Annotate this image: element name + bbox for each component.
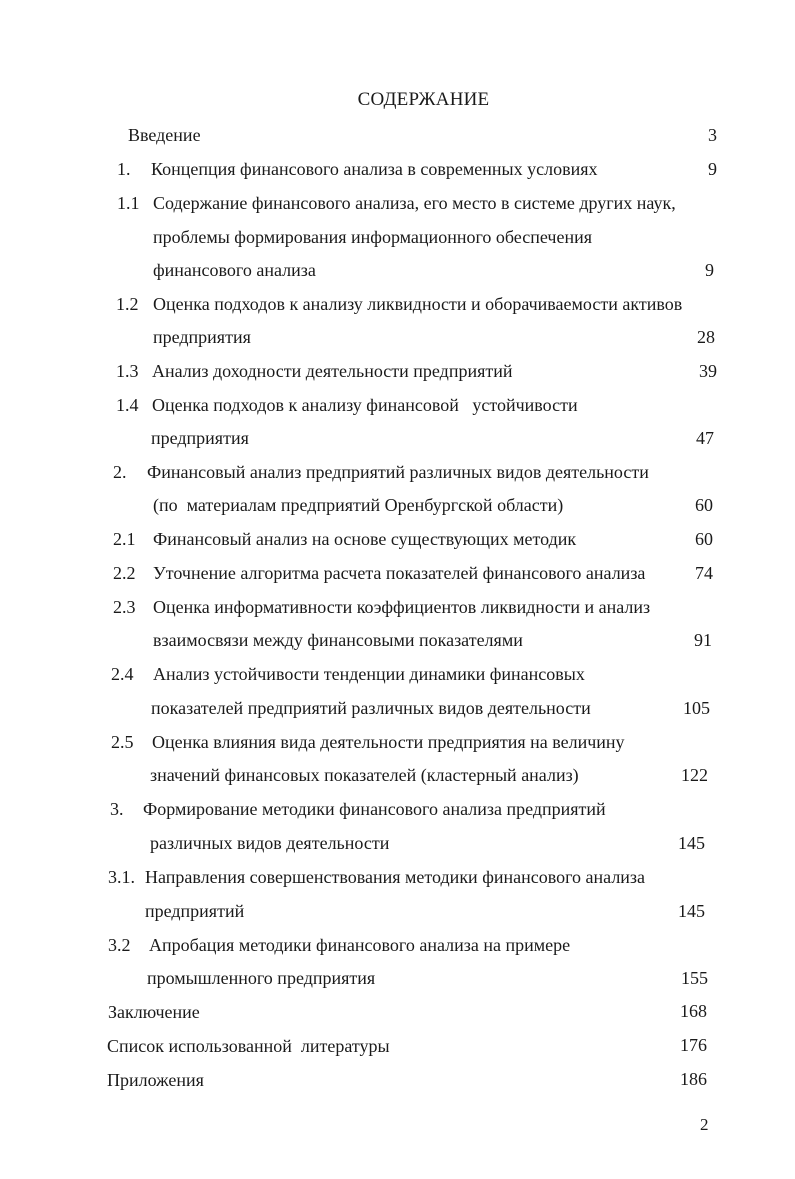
toc-s1-3-line1: Анализ доходности деятельности предприятий: [152, 361, 513, 381]
toc-s2-1-line1: Финансовый анализ на основе существующих методик: [153, 529, 577, 549]
toc-references-page: 176: [680, 1035, 707, 1055]
toc-s1-1-line2: проблемы формирования информационного обеспечения: [153, 227, 592, 247]
toc-intro-page: 3: [708, 125, 717, 145]
toc-s3-1-line1: Направления совершенствования методики финансового анализа: [145, 867, 646, 887]
toc-s2-5-line1: Оценка влияния вида деятельности предприятия на величину: [152, 732, 625, 752]
toc-appendix-label: Приложения: [107, 1070, 204, 1090]
toc-s1-4-line1: Оценка подходов к анализу финансовой устойчивости: [152, 395, 578, 415]
toc-s1-3-page: 39: [699, 361, 717, 381]
toc-ch2-number: 2.: [113, 462, 127, 482]
toc-s2-3-number: 2.3: [113, 597, 136, 617]
toc-s3-2-number: 3.2: [108, 935, 131, 955]
toc-ch1-number: 1.: [117, 159, 131, 179]
toc-s1-2-page: 28: [697, 327, 715, 347]
toc-s1-4-line2: предприятия: [151, 428, 249, 448]
toc-title: СОДЕРЖАНИЕ: [357, 89, 490, 110]
toc-s3-1-line2: предприятий: [145, 901, 245, 921]
toc-s2-5-line2: значений финансовых показателей (кластерный анализ): [150, 765, 579, 785]
toc-intro-label: Введение: [128, 125, 201, 145]
toc-ch2-line2: (по материалам предприятий Оренбургской области): [153, 495, 564, 515]
toc-s2-4-number: 2.4: [111, 664, 134, 684]
toc-appendix-page: 186: [680, 1069, 707, 1089]
toc-s2-3-line2: взаимосвязи между финансовыми показателями: [153, 630, 523, 650]
toc-s1-4-page: 47: [696, 428, 714, 448]
toc-s2-1-page: 60: [695, 529, 713, 549]
toc-s1-1-number: 1.1: [117, 193, 140, 213]
toc-s1-1-line1: Содержание финансового анализа, его место в системе других наук,: [153, 193, 676, 213]
toc-s2-2-page: 74: [695, 563, 713, 583]
toc-ch1-title: Концепция финансового анализа в современных условиях: [151, 159, 598, 179]
toc-s1-1-line3: финансового анализа: [153, 260, 316, 280]
toc-s2-2-line1: Уточнение алгоритма расчета показателей финансового анализа: [153, 563, 646, 583]
toc-s2-3-line1: Оценка информативности коэффициентов ликвидности и анализ: [153, 597, 651, 617]
toc-ch2-page: 60: [695, 495, 713, 515]
toc-s1-2-line2: предприятия: [153, 327, 251, 347]
toc-ch1-page: 9: [708, 159, 717, 179]
page-number: 2: [700, 1115, 709, 1134]
toc-ch3-page: 145: [678, 833, 705, 853]
toc-references-label: Список использованной литературы: [107, 1036, 390, 1056]
toc-s2-2-number: 2.2: [113, 563, 136, 583]
toc-s1-3-number: 1.3: [116, 361, 139, 381]
toc-conclusion-page: 168: [680, 1001, 707, 1021]
toc-s3-2-line1: Апробация методики финансового анализа на примере: [149, 935, 571, 955]
toc-s1-2-number: 1.2: [116, 294, 139, 314]
toc-s3-1-page: 145: [678, 901, 705, 921]
toc-conclusion-label: Заключение: [108, 1002, 200, 1022]
toc-s3-1-number: 3.1.: [108, 867, 135, 887]
toc-s1-4-number: 1.4: [116, 395, 139, 415]
toc-s1-2-line1: Оценка подходов к анализу ликвидности и оборачиваемости активов: [153, 294, 683, 314]
toc-ch2-line1: Финансовый анализ предприятий различных видов деятельности: [147, 462, 649, 482]
toc-s2-4-page: 105: [683, 698, 710, 718]
toc-s1-1-page: 9: [705, 260, 714, 280]
toc-s2-5-page: 122: [681, 765, 708, 785]
toc-ch3-number: 3.: [110, 799, 124, 819]
toc-ch3-line1: Формирование методики финансового анализа предприятий: [143, 799, 606, 819]
toc-s3-2-line2: промышленного предприятия: [147, 968, 376, 988]
toc-s2-1-number: 2.1: [113, 529, 136, 549]
toc-s2-3-page: 91: [694, 630, 712, 650]
toc-s2-4-line1: Анализ устойчивости тенденции динамики финансовых: [153, 664, 585, 684]
toc-s2-5-number: 2.5: [111, 732, 134, 752]
toc-s3-2-page: 155: [681, 968, 708, 988]
toc-ch3-line2: различных видов деятельности: [150, 833, 390, 853]
toc-s2-4-line2: показателей предприятий различных видов деятельности: [151, 698, 591, 718]
